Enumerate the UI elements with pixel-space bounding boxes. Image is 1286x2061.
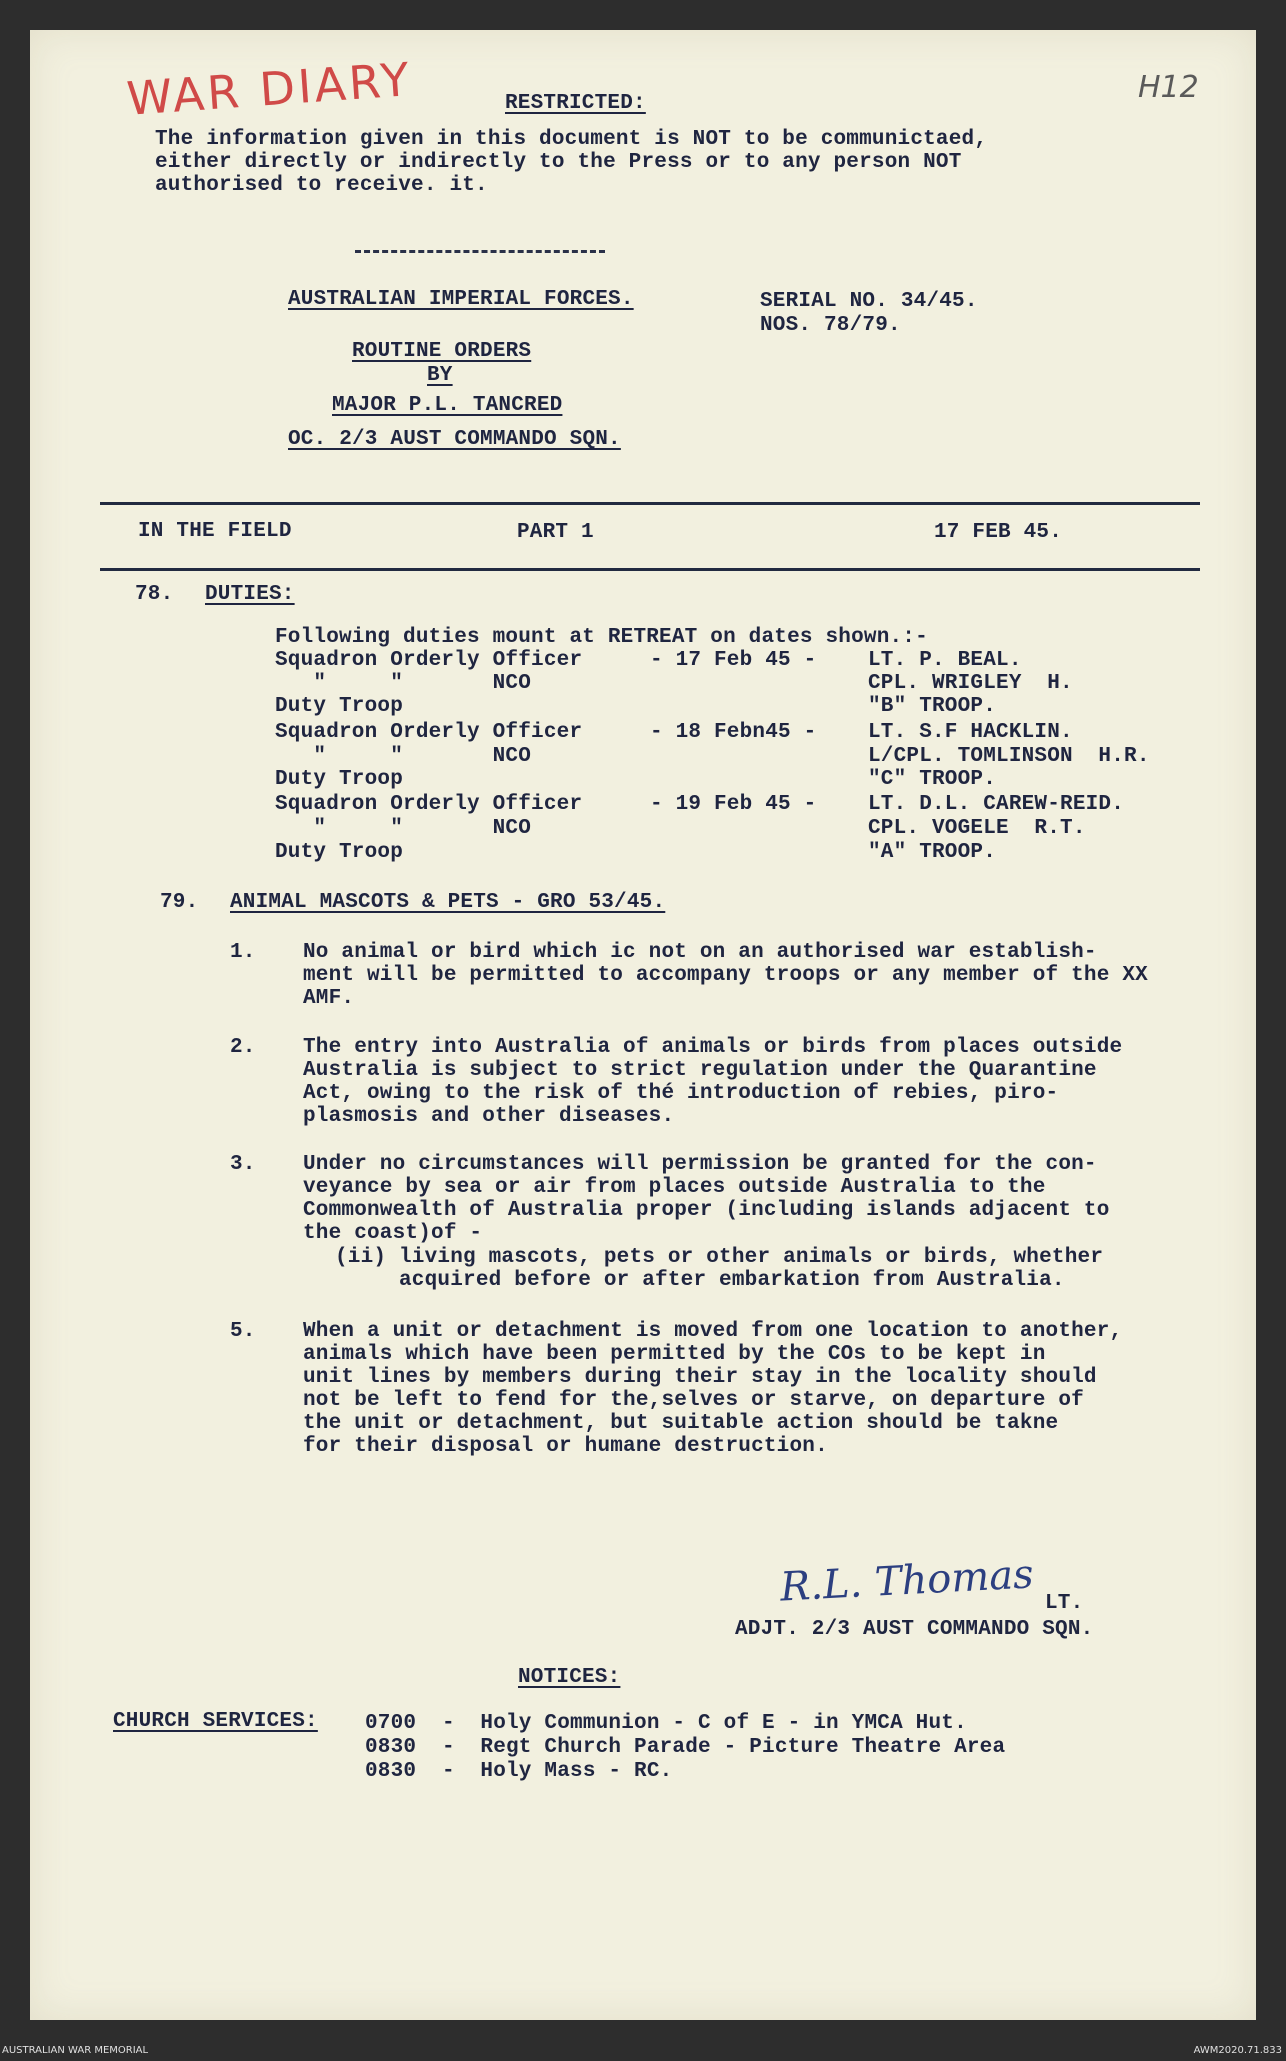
info-line: authorised to receive. it. xyxy=(155,174,488,197)
routine-orders-heading: ROUTINE ORDERS xyxy=(352,340,532,363)
restricted-heading: RESTRICTED: xyxy=(505,92,646,115)
duty-name: CPL. WRIGLEY H. xyxy=(868,672,1073,695)
service-description: - Holy Communion - C of E - in YMCA Hut. xyxy=(442,1712,967,1735)
duties-intro: Following duties mount at RETREAT on dates shown.:- xyxy=(275,626,928,649)
forces-heading: AUSTRALIAN IMPERIAL FORCES. xyxy=(288,288,634,311)
duty-name: CPL. VOGELE R.T. xyxy=(868,817,1086,840)
duty-role: " " NCO xyxy=(275,745,532,768)
duty-name: "B" TROOP. xyxy=(868,695,997,718)
duty-name: LT. S.F HACKLIN. xyxy=(868,721,1073,744)
service-time: 0700 xyxy=(365,1712,417,1735)
paragraph-line: unit lines by members during their stay in the locality should xyxy=(303,1366,1097,1389)
duty-role: Duty Troop xyxy=(275,695,404,718)
paragraph-number: 3. xyxy=(230,1153,256,1176)
duties-heading: DUTIES: xyxy=(205,583,295,606)
signatory-rank: LT. xyxy=(1045,1592,1084,1615)
paragraph-line: The entry into Australia of animals or birds from places outside xyxy=(303,1036,1123,1059)
document-page xyxy=(30,30,1256,2020)
paragraph-line: Act, owing to the risk of thé introduction of rebies, piro- xyxy=(303,1082,1059,1105)
paragraph-line: No animal or bird which ic not on an authorised war establish- xyxy=(303,941,1097,964)
paragraph-line: When a unit or detachment is moved from one location to another, xyxy=(303,1320,1123,1343)
duty-role: Squadron Orderly Officer xyxy=(275,721,583,744)
sub-item-line: (ii) living mascots, pets or other animals or birds, whether xyxy=(335,1246,1104,1269)
info-line: The information given in this document is NOT to be communictaed, xyxy=(155,128,988,151)
by-heading: BY xyxy=(427,364,453,387)
service-time: 0830 xyxy=(365,1736,417,1759)
paragraph-number: 5. xyxy=(230,1320,256,1343)
church-services-label: CHURCH SERVICES: xyxy=(113,1710,318,1733)
paragraph-number: 1. xyxy=(230,941,256,964)
paragraph-line: the coast)of - xyxy=(303,1222,483,1245)
duty-date: - 18 Febn45 - xyxy=(650,721,817,744)
duty-name: L/CPL. TOMLINSON H.R. xyxy=(868,745,1150,768)
location: IN THE FIELD xyxy=(138,520,292,543)
info-line: either directly or indirectly to the Press or to any person NOT xyxy=(155,151,962,174)
duty-name: "C" TROOP. xyxy=(868,768,997,791)
unit-name: OC. 2/3 AUST COMMANDO SQN. xyxy=(288,428,621,451)
paragraph-line: not be left to fend for the,selves or starve, on departure of xyxy=(303,1389,1084,1412)
service-description: - Regt Church Parade - Picture Theatre Area xyxy=(442,1736,1006,1759)
paragraph-line: plasmosis and other diseases. xyxy=(303,1105,675,1128)
paragraph-line: Commonwealth of Australia proper (including islands adjacent to xyxy=(303,1199,1110,1222)
duty-role: Duty Troop xyxy=(275,841,404,864)
top-rule xyxy=(100,502,1200,505)
paragraph-line: veyance by sea or air from places outside Australia to the xyxy=(303,1176,1046,1199)
duty-role: " " NCO xyxy=(275,817,532,840)
page-reference-annotation: H12 xyxy=(1138,70,1199,105)
notices-heading: NOTICES: xyxy=(518,1666,621,1689)
order-date: 17 FEB 45. xyxy=(934,521,1063,544)
mascots-heading: ANIMAL MASCOTS & PETS - GRO 53/45. xyxy=(230,891,666,914)
duty-name: LT. D.L. CAREW-REID. xyxy=(868,793,1125,816)
duty-name: "A" TROOP. xyxy=(868,841,997,864)
signatory-title: ADJT. 2/3 AUST COMMANDO SQN. xyxy=(735,1618,1094,1641)
paragraph-line: Australia is subject to strict regulation under the Quarantine xyxy=(303,1059,1097,1082)
order-numbers: NOS. 78/79. xyxy=(760,314,901,337)
duty-role: Squadron Orderly Officer xyxy=(275,793,583,816)
paragraph-line: for their disposal or humane destruction. xyxy=(303,1435,828,1458)
duty-role: " " NCO xyxy=(275,672,532,695)
duty-role: Duty Troop xyxy=(275,768,404,791)
duty-role: Squadron Orderly Officer xyxy=(275,649,583,672)
archive-footer xyxy=(0,2041,1286,2061)
signature: R.L. Thomas xyxy=(778,1551,1035,1611)
section-number: 79. xyxy=(160,891,199,914)
section-number: 78. xyxy=(135,583,174,606)
duty-date: - 17 Feb 45 - xyxy=(650,649,817,672)
commander-name: MAJOR P.L. TANCRED xyxy=(332,394,563,417)
paragraph-number: 2. xyxy=(230,1036,256,1059)
serial-number: SERIAL NO. 34/45. xyxy=(760,290,978,313)
service-description: - Holy Mass - RC. xyxy=(442,1760,673,1783)
paragraph-line: animals which have been permitted by the COs to be kept in xyxy=(303,1343,1046,1366)
sub-item-line: acquired before or after embarkation from Australia. xyxy=(335,1269,1065,1292)
paragraph-line: Under no circumstances will permission be granted for the con- xyxy=(303,1153,1097,1176)
service-time: 0830 xyxy=(365,1760,417,1783)
divider xyxy=(355,250,605,253)
paragraph-line: AMF. xyxy=(303,987,355,1010)
part-number: PART 1 xyxy=(517,521,594,544)
duty-date: - 19 Feb 45 - xyxy=(650,793,817,816)
paragraph-line: ment will be permitted to accompany troops or any member of the XX xyxy=(303,964,1148,987)
archive-reference: AWM2020.71.833 xyxy=(1193,2045,1282,2056)
duty-name: LT. P. BEAL. xyxy=(868,649,1022,672)
war-diary-annotation: WAR DIARY xyxy=(125,52,414,126)
archive-name: AUSTRALIAN WAR MEMORIAL xyxy=(2,2045,149,2056)
paragraph-line: the unit or detachment, but suitable action should be takne xyxy=(303,1412,1059,1435)
bottom-rule xyxy=(100,568,1200,571)
